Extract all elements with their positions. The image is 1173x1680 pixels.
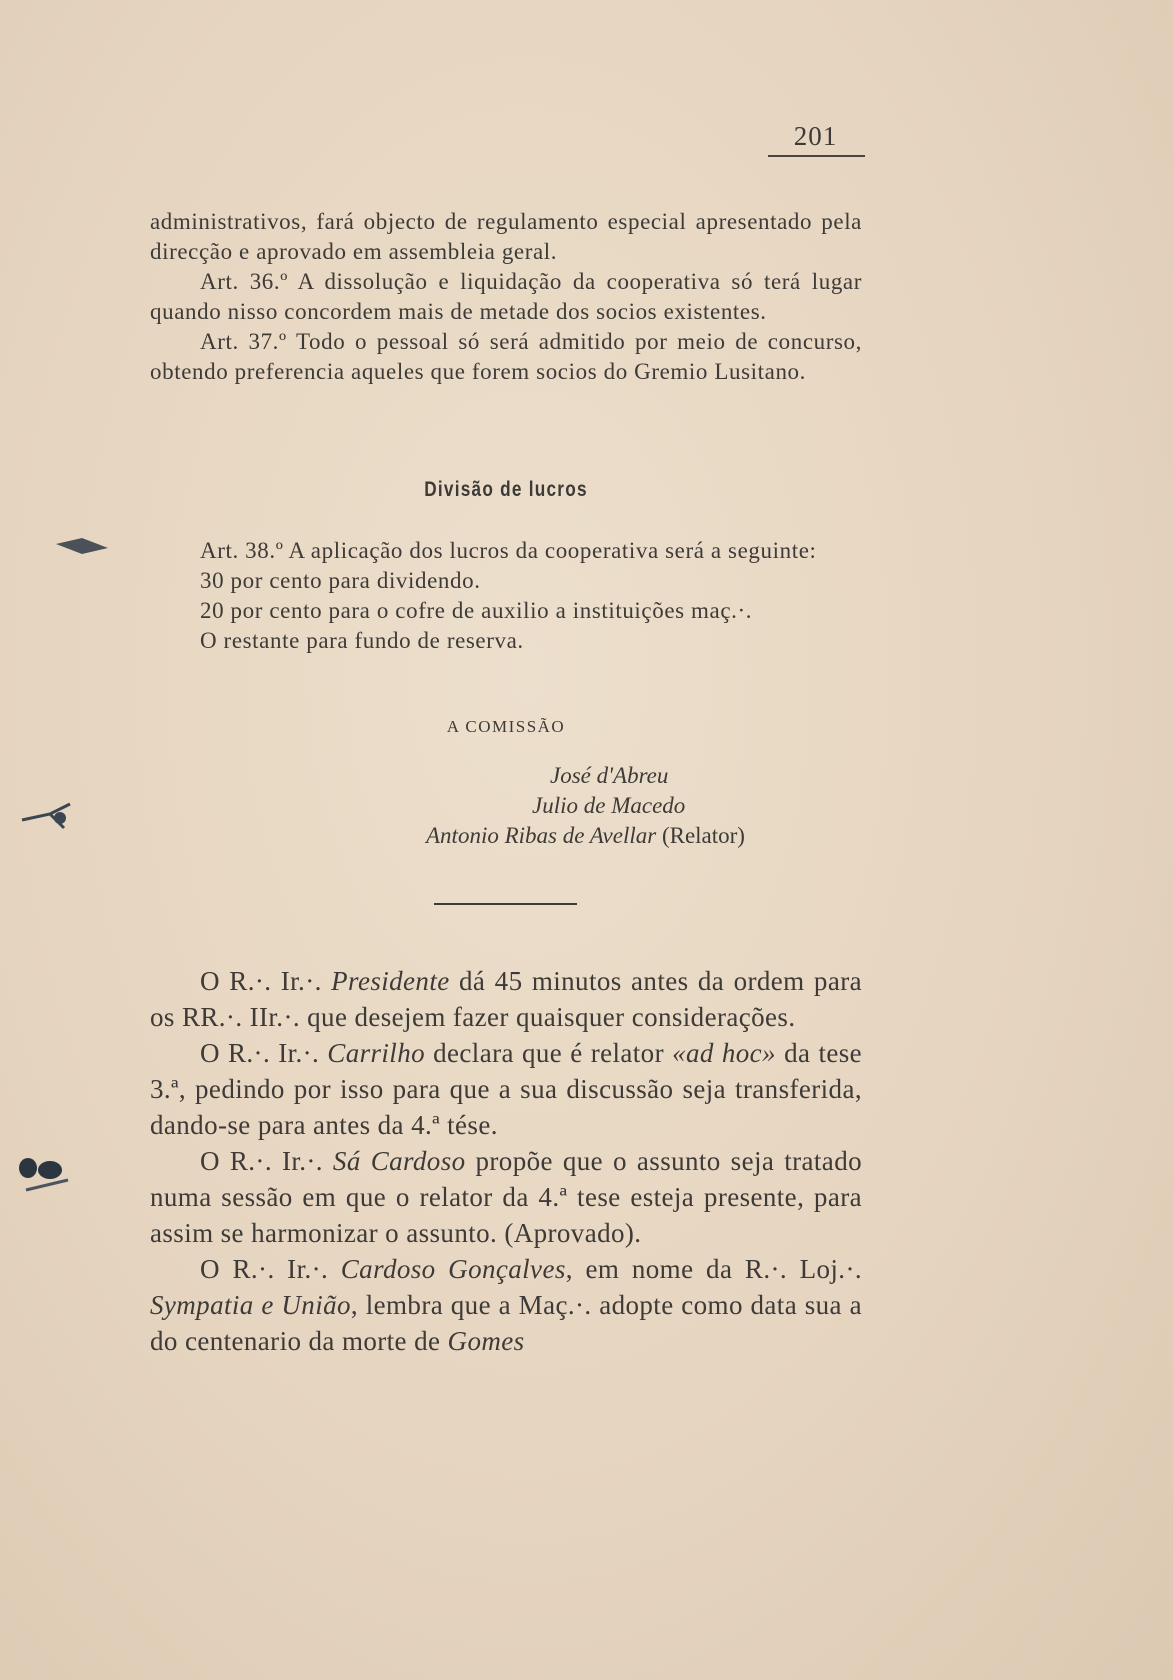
latin-quote: «ad hoc» bbox=[672, 1038, 776, 1068]
article-36: Art. 36.º A dissolução e liquidação da cooperativa só terá lugar quando nisso concordem mais de metade dos socios existentes. bbox=[150, 269, 862, 324]
commission-heading: A COMISSÃO bbox=[446, 717, 566, 736]
profit-item: 30 por cento para dividendo. bbox=[200, 568, 481, 593]
minute-text: , em nome da R.·. Loj.·. bbox=[565, 1254, 862, 1284]
signature-member: Antonio Ribas de Avellar bbox=[426, 823, 657, 848]
lodge-name: Sympatia e União bbox=[150, 1290, 351, 1320]
minute-entry bbox=[150, 963, 862, 1035]
speaker-name: Sá Cardoso bbox=[332, 1146, 466, 1176]
speaker-prefix: O R.·. Ir.·. bbox=[200, 1254, 329, 1284]
article-37: Art. 37.º Todo o pessoal só será admitido por meio de concurso, obtendo preferencia aqueles que forem socios do Gremio Lusitano. bbox=[150, 329, 862, 384]
page-number: 201 bbox=[793, 121, 838, 151]
minute-entry bbox=[150, 1251, 862, 1359]
profit-division bbox=[150, 536, 862, 656]
signature-member: Julio de Macedo bbox=[532, 793, 686, 818]
speaker-prefix: O R.·. Ir.·. bbox=[200, 1038, 320, 1068]
speaker-prefix: O R.·. Ir.·. bbox=[200, 1146, 323, 1176]
binding-mark bbox=[52, 530, 112, 560]
speaker-name: Cardoso Gonçalves bbox=[340, 1254, 566, 1284]
speaker-name: Gomes bbox=[447, 1326, 525, 1356]
article-38: Art. 38.º A aplicação dos lucros da cooperativa será a seguinte: bbox=[200, 538, 817, 563]
relator-note: (Relator) bbox=[661, 823, 745, 848]
section-title: Divisão de lucros bbox=[424, 478, 588, 501]
minute-text: propõe que o assunto seja tratado numa sessão em que o relator da 4.ª tese esteja presente, para assim se harmonizar o assunto. (Aprovado). bbox=[150, 1146, 862, 1248]
binding-mark bbox=[20, 798, 80, 838]
minute-text: declara que é relator bbox=[433, 1038, 664, 1068]
paragraph: administrativos, fará objecto de regulamento especial apresentado pela direcção e aprovado em assembleia geral. bbox=[150, 209, 862, 264]
minute-text: , lembra que a Maç.·. adopte como data sua a do centenario da morte de bbox=[150, 1290, 862, 1356]
statutes-text bbox=[150, 207, 862, 387]
binding-mark bbox=[6, 1150, 76, 1200]
profit-item: O restante para fundo de reserva. bbox=[200, 628, 524, 653]
section-divider bbox=[434, 903, 577, 905]
minutes-text bbox=[150, 963, 862, 1359]
minute-entry bbox=[150, 1143, 862, 1251]
speaker-name: Carrilho bbox=[327, 1038, 426, 1068]
speaker-prefix: O R.·. Ir.·. bbox=[200, 966, 322, 996]
signature-member: José d'Abreu bbox=[550, 763, 669, 788]
page-number-rule bbox=[768, 155, 865, 157]
minute-entry bbox=[150, 1035, 862, 1143]
speaker-name: Presidente bbox=[331, 966, 450, 996]
signature-relator bbox=[426, 823, 745, 849]
minute-text: da tese 3.ª, pedindo por isso para que a sua discussão seja transferida, dando-se para antes da 4.ª tése. bbox=[150, 1038, 863, 1140]
minute-text: dá 45 minutos antes da ordem para os RR.·. IIr.·. que desejem fazer quaisquer considerações. bbox=[150, 966, 862, 1032]
profit-item: 20 por cento para o cofre de auxilio a instituições maç.·. bbox=[200, 598, 753, 623]
